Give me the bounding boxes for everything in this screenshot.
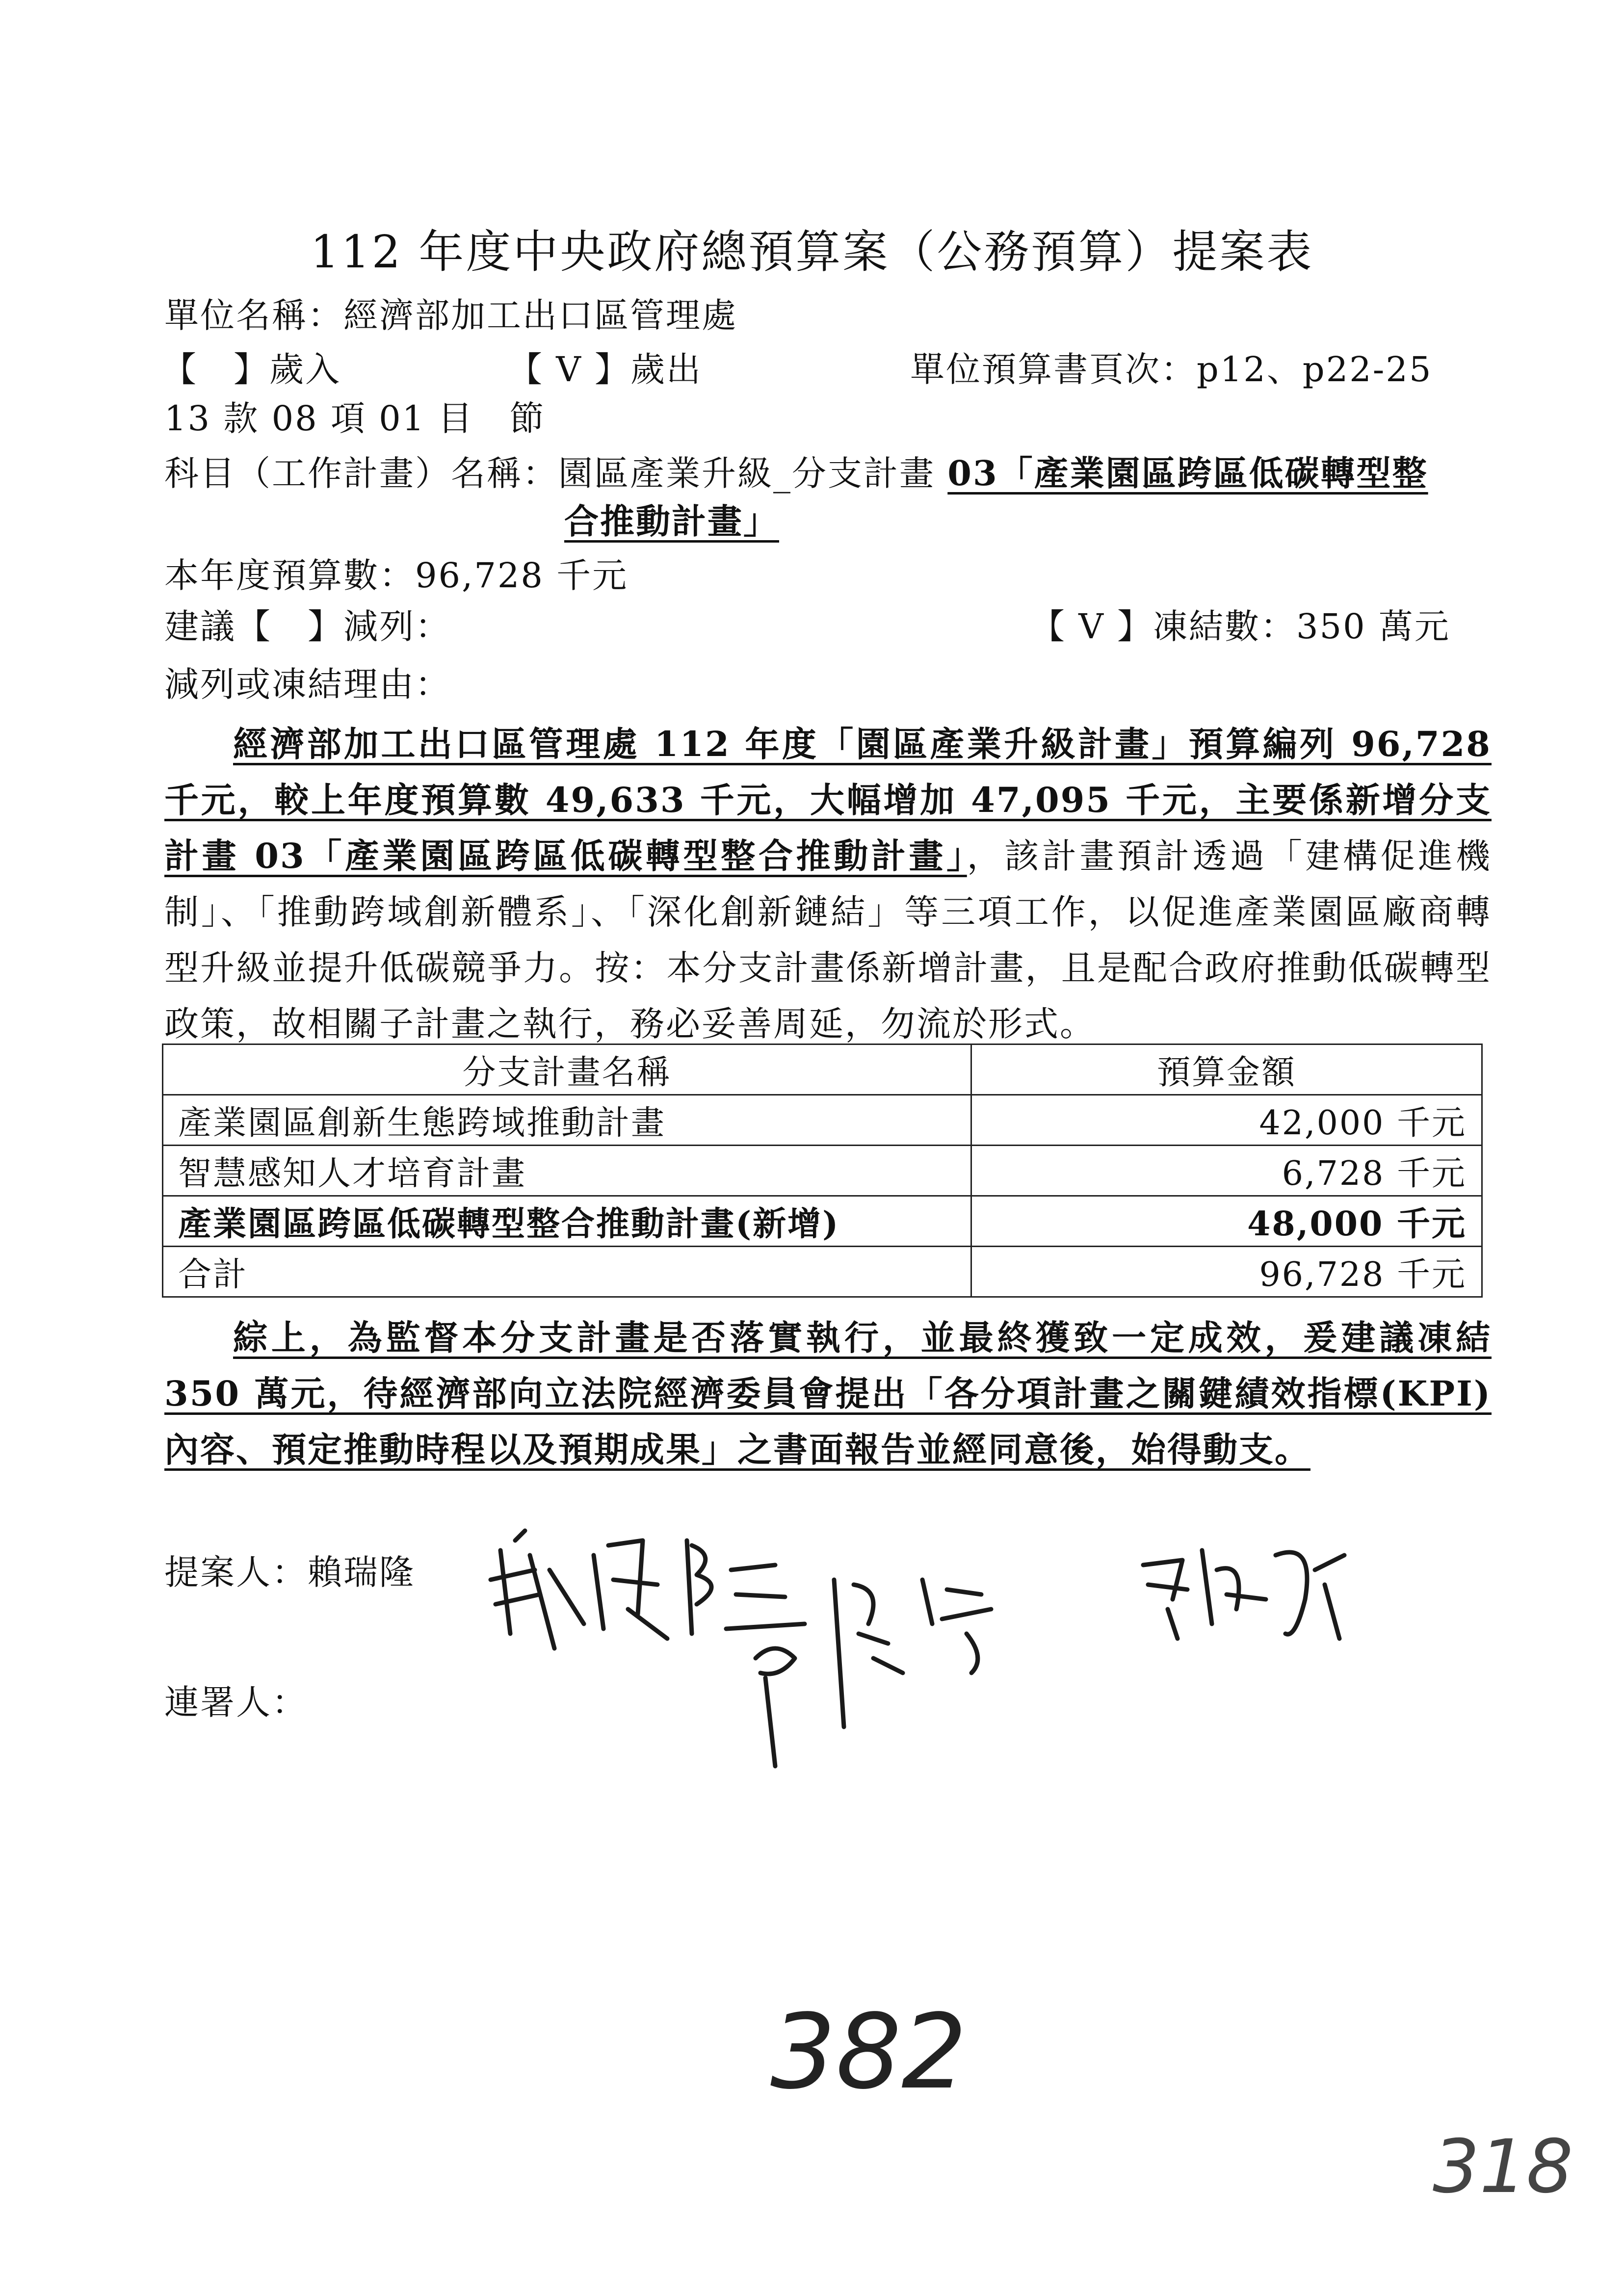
table-row (163, 1095, 1482, 1146)
signature-stroke (491, 1531, 584, 1648)
subject-name-part1: 03「產業園區跨區低碳轉型整 (947, 453, 1428, 494)
budget-pages: 單位預算書頁次：p12、p22-25 (910, 349, 1433, 390)
budget-table (162, 1044, 1483, 1298)
table-header-row (163, 1044, 1482, 1095)
table-row (163, 1146, 1482, 1196)
suggest-cut: 建議【 】減列： (164, 606, 451, 647)
reason-bold-text: 經濟部加工出口區管理處 112 年度「園區產業升級計畫」預算編列 96,728 千元，較上年度預算數 49,633 千元，大幅增加 47,095 千元，主要係新增分支計畫 03「產業園區跨區低碳轉型整合推動計畫」 (164, 724, 1492, 876)
signature-stroke (687, 1540, 805, 1634)
plan-name: 智慧感知人才培育計畫 (163, 1146, 971, 1196)
reason-label: 減列或凍結理由： (164, 664, 451, 704)
plan-amount: 42,000 千元 (971, 1095, 1482, 1146)
plan-amount: 6,728 千元 (971, 1146, 1482, 1196)
conclusion-paragraph (164, 1310, 1492, 1478)
handwritten-page-number: 382 (770, 1992, 967, 2112)
header-plan-name: 分支計畫名稱 (163, 1044, 971, 1095)
signature-stroke (834, 1580, 903, 1727)
reason-normal-text: ，該計畫預計透過「建構促進機制」、「推動跨域創新體系」、「深化創新鏈結」等三項工作，以促進產業園區廠商轉型升級並提升低碳競爭力。按：本分支計畫係新增計畫，且是配合政府推動低碳轉型政策，故相關子計畫之執行，務必妥善周延，勿流於形式。 (164, 836, 1492, 1044)
handwritten-corner-number: 318 (1433, 2124, 1573, 2210)
signature-stroke (1202, 1550, 1266, 1624)
plan-name: 產業園區跨區低碳轉型整合推動計畫(新增) (163, 1196, 971, 1247)
cosigner-label: 連署人： (164, 1682, 308, 1722)
plan-name: 產業園區創新生態跨域推動計畫 (163, 1095, 971, 1146)
signature-stroke (756, 1648, 795, 1766)
total-amount: 96,728 千元 (971, 1247, 1482, 1297)
account-line: 13 款 08 項 01 目 節 (164, 398, 546, 439)
signature-stroke (1276, 1552, 1344, 1639)
signature-stroke (594, 1540, 667, 1639)
budget-amount: 本年度預算數：96,728 千元 (164, 555, 629, 596)
unit-name: 單位名稱：經濟部加工出口區管理處 (164, 295, 737, 336)
conclusion-text: 綜上，為監督本分支計畫是否落實執行，並最終獲致一定成效，爰建議凍結 350 萬元，待經濟部向立法院經濟委員會提出「各分項計畫之關鍵績效指標(KPI)內容、預定推動時程以及預期成果」之書面報告並經同意後，始得動支。 (164, 1317, 1492, 1470)
handwritten-signatures (481, 1511, 1413, 1786)
proposer-label: 提案人：賴瑞隆 (164, 1552, 415, 1592)
revenue-checkbox: 【 】歲入 (162, 349, 341, 390)
subject-prefix: 科目（工作計畫）名稱：園區產業升級_分支計畫 (164, 453, 948, 494)
document-title: 112 年度中央政府總預算案（公務預算）提案表 (310, 226, 1314, 278)
suggest-freeze: 【 V 】凍結數：350 萬元 (1030, 606, 1450, 647)
table-total-row (163, 1247, 1482, 1297)
subject-line (164, 451, 1428, 496)
subject-name-part2: 合推動計畫」 (564, 501, 779, 542)
plan-amount: 48,000 千元 (971, 1196, 1482, 1247)
reason-paragraph (164, 716, 1492, 1052)
signature-stroke (922, 1580, 991, 1673)
signature-stroke (1143, 1560, 1187, 1639)
total-label: 合計 (163, 1247, 971, 1297)
expense-checkbox: 【 V 】歲出 (508, 349, 703, 390)
table-row (163, 1196, 1482, 1247)
header-budget-amount: 預算金額 (971, 1044, 1482, 1095)
